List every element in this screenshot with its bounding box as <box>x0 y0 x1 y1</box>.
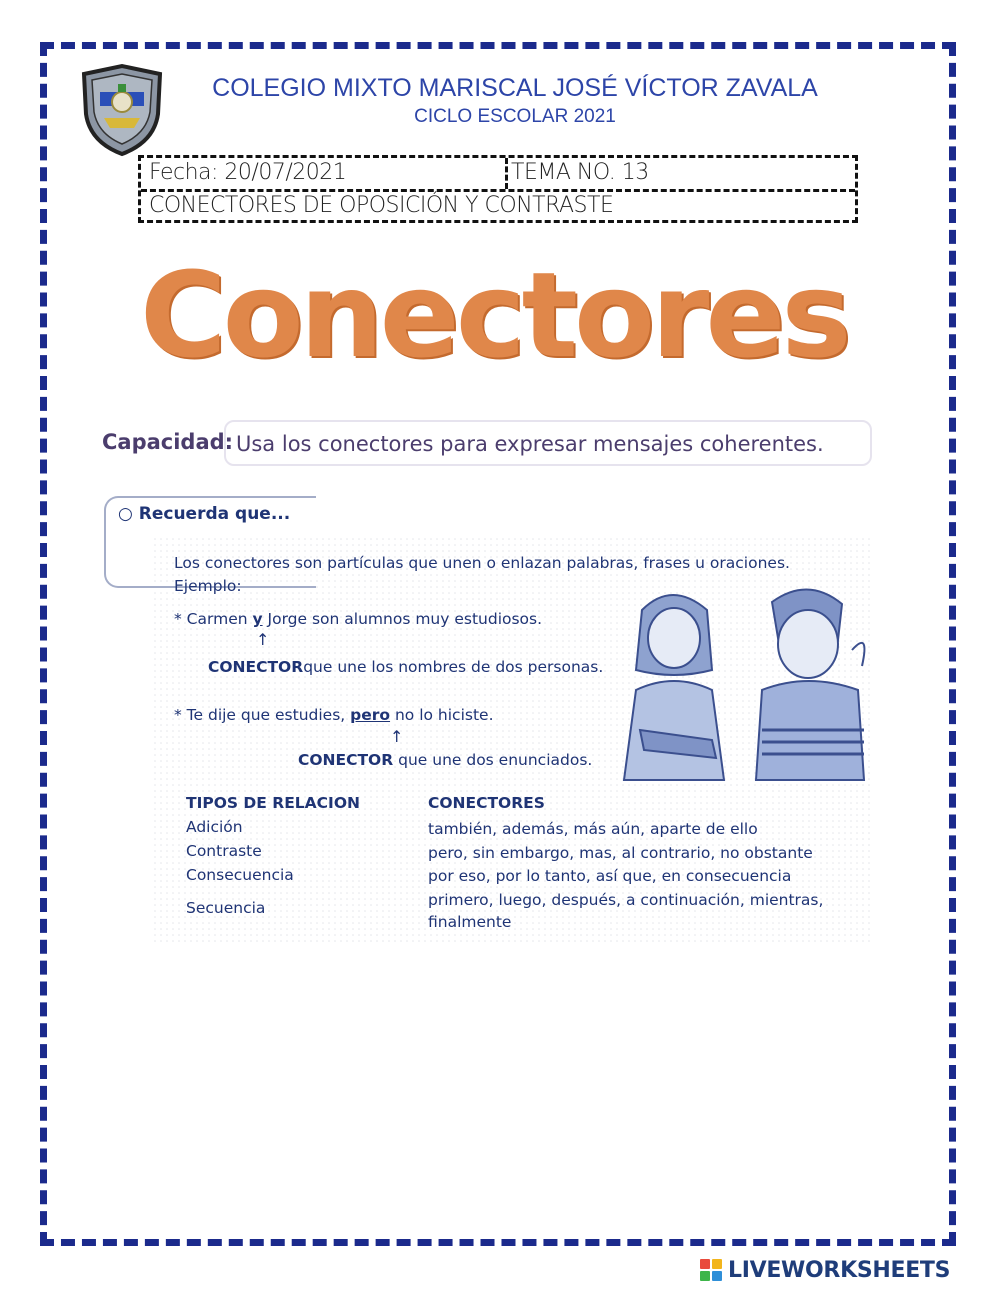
example-2-connector: pero <box>350 706 391 724</box>
school-crest-logo <box>74 62 170 158</box>
topic-info-box <box>138 155 858 223</box>
children-illustration <box>612 580 882 790</box>
up-arrow-icon: ↑ <box>256 630 270 649</box>
example-2 <box>174 706 494 724</box>
example-2-after: no lo hiciste. <box>390 706 494 724</box>
table-row-tipo: Consecuencia <box>186 866 294 884</box>
school-year: CICLO ESCOLAR 2021 <box>414 106 616 127</box>
example-1-after: Jorge son alumnos muy estudiosos. <box>262 610 543 628</box>
definition-text: Los conectores son partículas que unen o enlazan palabras, frases u oraciones. <box>174 554 790 572</box>
capacidad-label: Capacidad: <box>102 430 234 454</box>
example-1-before: * Carmen <box>174 610 253 628</box>
explain-2-label: CONECTOR <box>298 751 394 769</box>
explain-1 <box>208 658 603 676</box>
table-row-conectores: primero, luego, después, a continuación, mientras, <box>428 891 824 909</box>
logo-block <box>712 1259 722 1269</box>
table-row-conectores-continued: finalmente <box>428 913 512 931</box>
logo-blocks-icon <box>700 1259 722 1281</box>
ejemplo-label: Ejemplo: <box>174 577 242 595</box>
liveworksheets-logo[interactable] <box>700 1257 950 1283</box>
topic-title: CONECTORES DE OPOSICIÓN Y CONTRASTE <box>149 193 614 218</box>
logo-block <box>700 1259 710 1269</box>
capacidad-text: Usa los conectores para expresar mensajes coherentes. <box>236 432 824 456</box>
table-row-tipo: Adición <box>186 818 243 836</box>
logo-text: LIVEWORKSHEETS <box>728 1257 951 1283</box>
explain-1-label: CONECTOR <box>208 658 304 676</box>
example-1 <box>174 610 542 628</box>
date-field: Fecha: 20/07/2021 <box>141 158 508 189</box>
topic-number: TEMA NO. 13 <box>511 160 649 185</box>
explain-2 <box>298 751 592 769</box>
logo-block <box>700 1271 710 1281</box>
school-name: COLEGIO MIXTO MARISCAL JOSÉ VÍCTOR ZAVALA <box>212 74 818 102</box>
table-row-conectores: por eso, por lo tanto, así que, en consecuencia <box>428 867 792 885</box>
table-header-conectores: CONECTORES <box>428 794 545 812</box>
table-row-tipo: Contraste <box>186 842 262 860</box>
table-row-tipo: Secuencia <box>186 899 266 917</box>
table-header-tipos: TIPOS DE RELACION <box>186 794 360 812</box>
explain-1-text: que une los nombres de dos personas. <box>303 658 604 676</box>
table-row-conectores: también, además, más aún, aparte de ello <box>428 820 758 838</box>
up-arrow-icon: ↑ <box>390 727 404 746</box>
example-1-connector: y <box>252 610 263 628</box>
recuerda-heading: ○ Recuerda que... <box>118 504 291 524</box>
example-2-before: * Te dije que estudies, <box>174 706 351 724</box>
table-row-conectores: pero, sin embargo, mas, al contrario, no obstante <box>428 844 813 862</box>
explain-2-text: que une dos enunciados. <box>393 751 593 769</box>
logo-block <box>712 1271 722 1281</box>
page-title: Conectores <box>140 246 848 384</box>
